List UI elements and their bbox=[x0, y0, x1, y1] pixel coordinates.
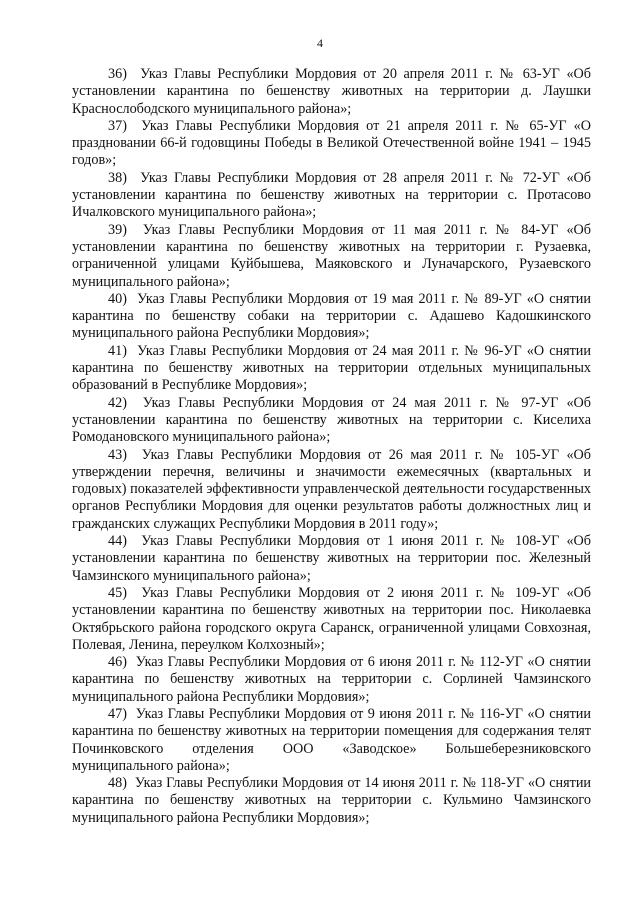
decree-list-item bbox=[72, 222, 591, 291]
decree-item-text: Указ Главы Республики Мордовия от 1 июня 2011 г. № 108-УГ «Об установлении карантина по бешенству животных на территории пос. Железный Чамзинского муниципального района»; bbox=[72, 533, 592, 584]
decree-item-text: Указ Главы Республики Мордовия от 14 июня 2011 г. № 118-УГ «О снятии карантина по бешенству животных на территории с. Кульмино Чамзинского муниципального района Республики Мордовия»; bbox=[72, 775, 592, 826]
decree-item-text: Указ Главы Республики Мордовия от 2 июня 2011 г. № 109-УГ «Об установлении карантина по бешенству животных на территории пос. Николаевка Октябрьского района городского округа Саранск, ограниченной улицами Совхозная, Полевая, Ленина, переулком Колхозный»; bbox=[72, 584, 592, 653]
decree-item-text: Указ Главы Республики Мордовия от 24 мая 2011 г. № 96-УГ «О снятии карантина по бешенству животных на территории отдельных муниципальных образований в Республике Мордовия»; bbox=[72, 342, 591, 394]
decree-item-number: 38) bbox=[108, 169, 127, 186]
decree-item-number: 36) bbox=[108, 66, 127, 82]
decree-item-number: 40) bbox=[108, 290, 127, 307]
decree-item-number: 47) bbox=[108, 705, 127, 722]
decree-list-item bbox=[72, 395, 591, 447]
decree-item-text: Указ Главы Республики Мордовия от 19 мая 2011 г. № 89-УГ «О снятии карантина по бешенству собаки на территории с. Адашево Кадошкинского муниципального района Республики Мордовия»; bbox=[72, 290, 591, 342]
decree-list-item bbox=[72, 775, 591, 827]
decree-item-number: 46) bbox=[108, 654, 127, 671]
decree-item-number: 43) bbox=[108, 446, 127, 463]
decree-item-text: Указ Главы Республики Мордовия от 11 мая 2011 г. № 84-УГ «Об установлении карантина по бешенству животных на территории г. Рузаевка, ограниченной улицами Куйбышева, Маяковского и Луначарского, Рузаевского муниципального района»; bbox=[72, 221, 591, 290]
decree-list-item bbox=[72, 706, 591, 775]
decree-item-text: Указ Главы Республики Мордовия от 28 апреля 2011 г. № 72-УГ «Об установлении карантина по бешенству животных на территории с. Протасово Ичалковского муниципального района»; bbox=[72, 169, 591, 221]
decree-list-item bbox=[72, 170, 591, 222]
decree-list-item bbox=[72, 66, 591, 118]
decree-item-text: Указ Главы Республики Мордовия от 20 апреля 2011 г. № 63-УГ «Об установлении карантина по бешенству животных на территории д. Лаушки Краснослободского муниципального района»; bbox=[72, 66, 591, 117]
decree-item-text: Указ Главы Республики Мордовия от 21 апреля 2011 г. № 65-УГ «О праздновании 66-й годовщины Победы в Великой Отечественной войне 1941 – 1945 годов»; bbox=[72, 117, 591, 169]
decree-item-number: 39) bbox=[108, 221, 127, 238]
decree-item-number: 42) bbox=[108, 394, 127, 411]
decree-item-number: 37) bbox=[108, 117, 127, 134]
decree-list bbox=[72, 66, 591, 827]
decree-item-text: Указ Главы Республики Мордовия от 26 мая 2011 г. № 105-УГ «Об утверждении перечня, величины и значимости ежемесячных (квартальных и годовых) показателей эффективности управленческой деятельности государственных органов Республики Мордовия для оценки результатов работы должностных лиц и гражданских служащих Республики Мордовия в 2011 году»; bbox=[72, 446, 592, 532]
decree-item-number: 41) bbox=[108, 342, 127, 359]
decree-list-item bbox=[72, 343, 591, 395]
decree-item-number: 45) bbox=[108, 584, 127, 601]
decree-list-item bbox=[72, 291, 591, 343]
decree-list-item bbox=[72, 585, 591, 654]
decree-item-number: 44) bbox=[108, 533, 127, 550]
decree-list-item bbox=[72, 118, 591, 170]
decree-item-text: Указ Главы Республики Мордовия от 9 июня 2011 г. № 116-УГ «О снятии карантина по бешенству животных на территории помещения для содержания телят Починковского отделения ООО «Заводское» Большеберезниковского муниципального района»; bbox=[72, 705, 591, 774]
decree-list-item bbox=[72, 447, 591, 533]
decree-item-text: Указ Главы Республики Мордовия от 6 июня 2011 г. № 112-УГ «О снятии карантина по бешенству животных на территории с. Сорлиней Чамзинского муниципального района Республики Мордовия»; bbox=[72, 654, 591, 705]
decree-list-item bbox=[72, 533, 591, 585]
decree-item-text: Указ Главы Республики Мордовия от 24 мая 2011 г. № 97-УГ «Об установлении карантина по бешенству животных на территории с. Киселиха Ромодановского муниципального района»; bbox=[72, 394, 592, 446]
decree-item-number: 48) bbox=[108, 775, 127, 792]
decree-list-item bbox=[72, 654, 591, 706]
page-number: 4 bbox=[317, 36, 323, 50]
